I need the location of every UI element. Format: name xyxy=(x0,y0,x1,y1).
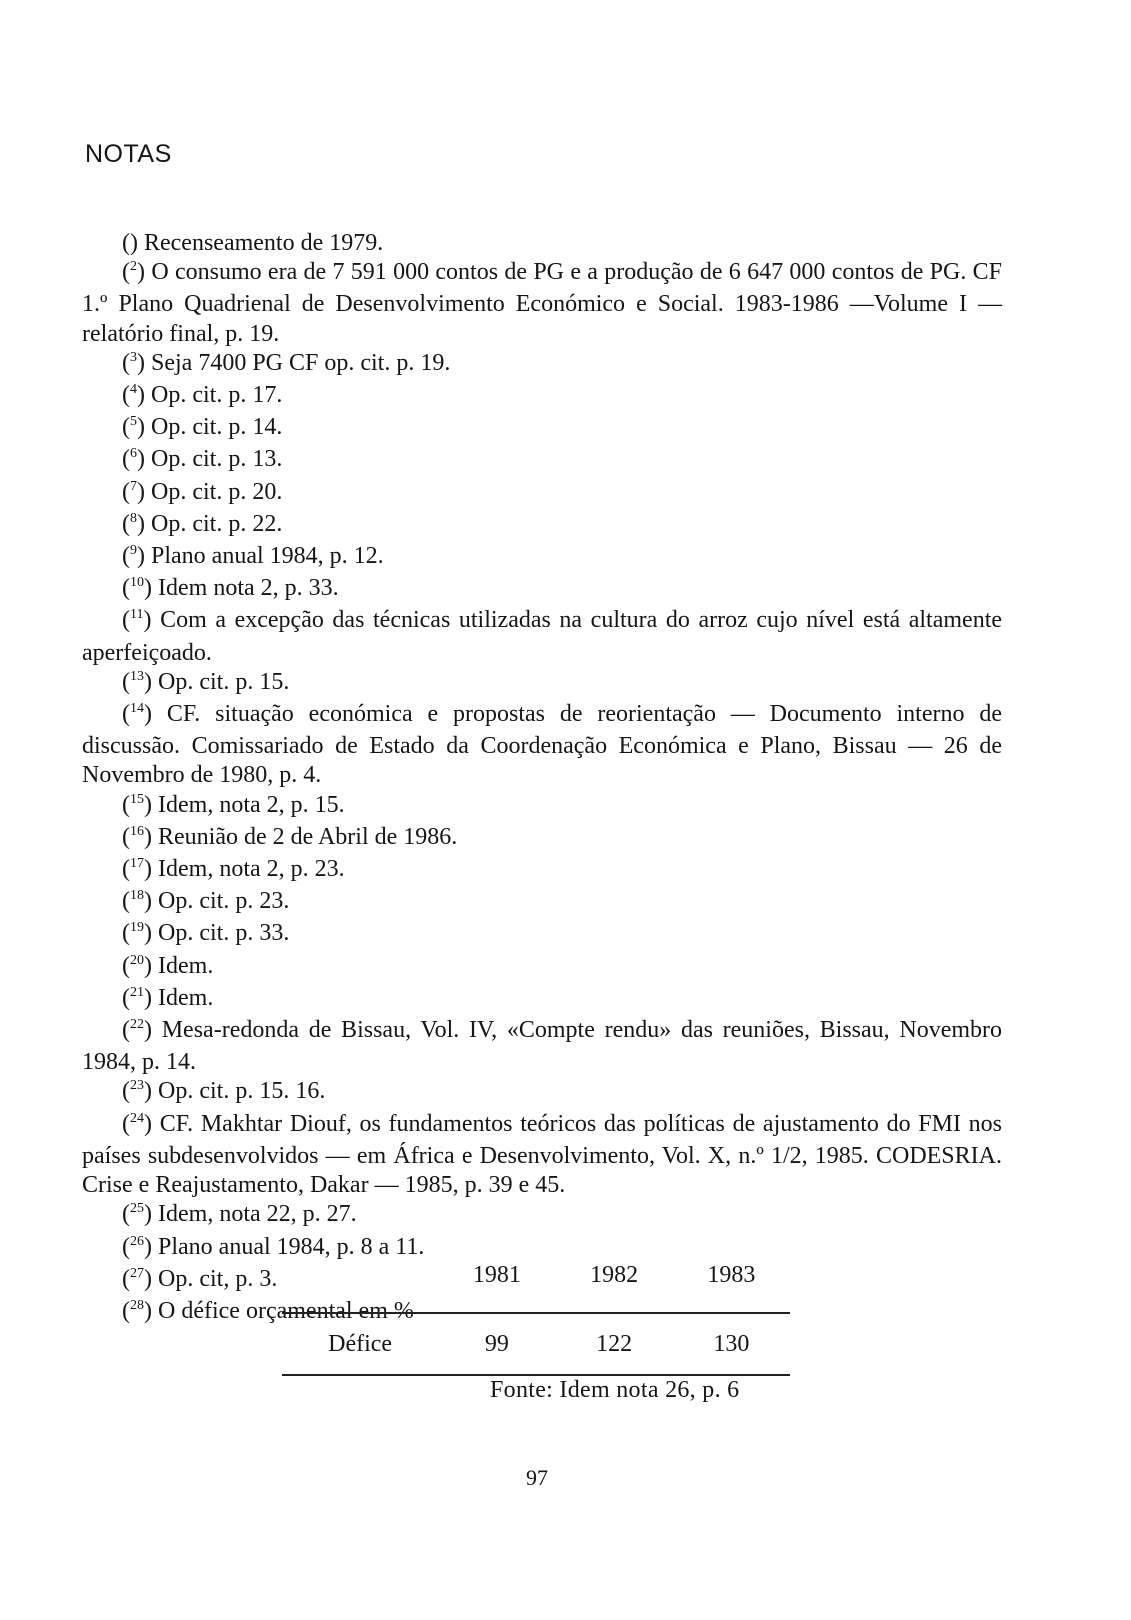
note-item xyxy=(82,700,1002,791)
note-text: Idem nota 2, p. 33. xyxy=(158,575,339,602)
note-item xyxy=(82,952,1002,984)
note-text: Op. cit. p. 15. xyxy=(158,668,290,695)
note-text: Mesa-redonda de Bissau, Vol. IV, «Compte rendu» das reuniões, Bissau, Novembro 1984, p. 14. xyxy=(82,1017,1003,1076)
note-item xyxy=(82,984,1002,1016)
note-number: ($^5$) xyxy=(122,414,145,441)
note-text: CF. Makhtar Diouf, os fundamentos teóricos das políticas de ajustamento do FMI nos países subdesenvolvidos — em África e Desenvolvimento, Vol. X, n.º 1/2, 1985. CODESRIA. Crise e Reajustamento, Dakar — 1985, p. 39 e 45. xyxy=(82,1110,1003,1199)
page-heading: NOTAS xyxy=(85,140,172,168)
note-text: Idem. xyxy=(158,984,214,1011)
table-header-cell xyxy=(282,1262,438,1313)
table-cell: 99 xyxy=(438,1313,555,1375)
note-item xyxy=(82,606,1002,667)
note-text: Reunião de 2 de Abril de 1986. xyxy=(158,823,458,850)
note-text: Op. cit. p. 14. xyxy=(151,414,283,441)
note-item xyxy=(82,258,1002,349)
note-text: Op. cit. p. 15. 16. xyxy=(158,1078,326,1105)
note-number: ($^{22}$) xyxy=(122,1017,152,1044)
note-item xyxy=(82,887,1002,919)
note-item xyxy=(82,445,1002,477)
note-number: ($^{26}$) xyxy=(122,1233,152,1260)
note-text: Idem, nota 2, p. 15. xyxy=(158,791,345,818)
note-item xyxy=(82,791,1002,823)
note-number: ($^{11}$) xyxy=(122,607,152,634)
note-item xyxy=(82,1233,1002,1265)
note-text: Idem, nota 2, p. 23. xyxy=(158,856,345,883)
table-cell: 122 xyxy=(555,1313,672,1375)
note-number: ($^{24}$) xyxy=(122,1110,152,1137)
note-number: ($^9$) xyxy=(122,543,145,570)
note-text: () Recenseamento de 1979. xyxy=(122,230,384,256)
note-number: ($^{16}$) xyxy=(122,823,152,850)
note-number: ($^{17}$) xyxy=(122,856,152,883)
note-item xyxy=(82,1077,1002,1109)
note-number: ($^4$) xyxy=(122,382,145,409)
table-source: Fonte: Idem nota 26, p. 6 xyxy=(490,1377,740,1403)
note-item xyxy=(82,542,1002,574)
note-text: CF. situação económica e propostas de reorientação — Documento interno de discussão. Comissariado de Estado da Coordenação Económica e Plano, Bissau — 26 de Novembro de 1980, p. 4. xyxy=(82,701,1003,789)
note-item xyxy=(82,855,1002,887)
note-number: ($^{21}$) xyxy=(122,984,152,1011)
note-number: ($^3$) xyxy=(122,349,145,376)
note-text: O défice orçamental em % xyxy=(158,1297,414,1324)
note-text: Op. cit. p. 13. xyxy=(151,446,283,473)
table-cell: 130 xyxy=(673,1313,790,1375)
note-number: ($^{20}$) xyxy=(122,952,152,979)
note-text: Op. cit. p. 22. xyxy=(151,510,283,537)
table-header-cell: 1981 xyxy=(438,1262,555,1313)
note-item xyxy=(82,478,1002,510)
note-number: ($^{14}$) xyxy=(122,701,152,728)
note-text: Op. cit. p. 20. xyxy=(151,478,283,505)
note-item xyxy=(82,1016,1002,1077)
note-number: ($^7$) xyxy=(122,478,145,505)
note-number: ($^{18}$) xyxy=(122,888,152,915)
note-text: Idem, nota 22, p. 27. xyxy=(158,1201,357,1228)
table-row-label: Défice xyxy=(282,1313,438,1375)
note-text: Op. cit. p. 33. xyxy=(158,920,290,947)
note-text: Idem. xyxy=(158,952,214,979)
note-number: ($^{23}$) xyxy=(122,1078,152,1105)
table-header-cell: 1983 xyxy=(673,1262,790,1313)
note-text: Op. cit. p. 17. xyxy=(151,382,283,409)
note-item xyxy=(82,919,1002,951)
note-number: ($^{25}$) xyxy=(122,1201,152,1228)
note-item xyxy=(82,381,1002,413)
note-text: Plano anual 1984, p. 12. xyxy=(151,543,384,570)
note-number: ($^{13}$) xyxy=(122,668,152,695)
notes-list xyxy=(82,229,1002,1329)
note-text: Op. cit, p. 3. xyxy=(158,1265,278,1292)
note-item xyxy=(82,1110,1002,1201)
note-number: ($^2$) xyxy=(122,259,145,286)
note-number: ($^{15}$) xyxy=(122,791,152,818)
table-header-cell: 1982 xyxy=(555,1262,672,1313)
table-row xyxy=(282,1313,790,1375)
note-item xyxy=(82,413,1002,445)
note-text: O consumo era de 7 591 000 contos de PG e a produção de 6 647 000 contos de PG. CF 1.º Plano Quadrienal de Desenvolvimento Económico e Social. 1983-1986 —Volume I —relatório final, p. 19. xyxy=(82,259,1002,347)
deficit-table xyxy=(282,1262,790,1376)
note-text: Seja 7400 PG CF op. cit. p. 19. xyxy=(151,349,451,376)
note-text: Op. cit. p. 23. xyxy=(158,888,290,915)
note-item xyxy=(82,1200,1002,1232)
note-text: Com a excepção das técnicas utilizadas na cultura do arroz cujo nível está altamente aperfeiçoado. xyxy=(82,607,1003,666)
table-header-row xyxy=(282,1262,790,1313)
note-item xyxy=(82,349,1002,381)
note-item xyxy=(82,229,1002,258)
page-number: 97 xyxy=(526,1465,548,1490)
note-number: ($^{28}$) xyxy=(122,1297,152,1324)
note-text: Plano anual 1984, p. 8 a 11. xyxy=(158,1233,425,1260)
note-item xyxy=(82,668,1002,700)
note-number: ($^6$) xyxy=(122,446,145,473)
note-item xyxy=(82,574,1002,606)
note-item xyxy=(82,510,1002,542)
note-number: ($^{19}$) xyxy=(122,920,152,947)
note-item xyxy=(82,823,1002,855)
note-number: ($^{27}$) xyxy=(122,1265,152,1292)
note-number: ($^8$) xyxy=(122,510,145,537)
note-number: ($^{10}$) xyxy=(122,575,152,602)
